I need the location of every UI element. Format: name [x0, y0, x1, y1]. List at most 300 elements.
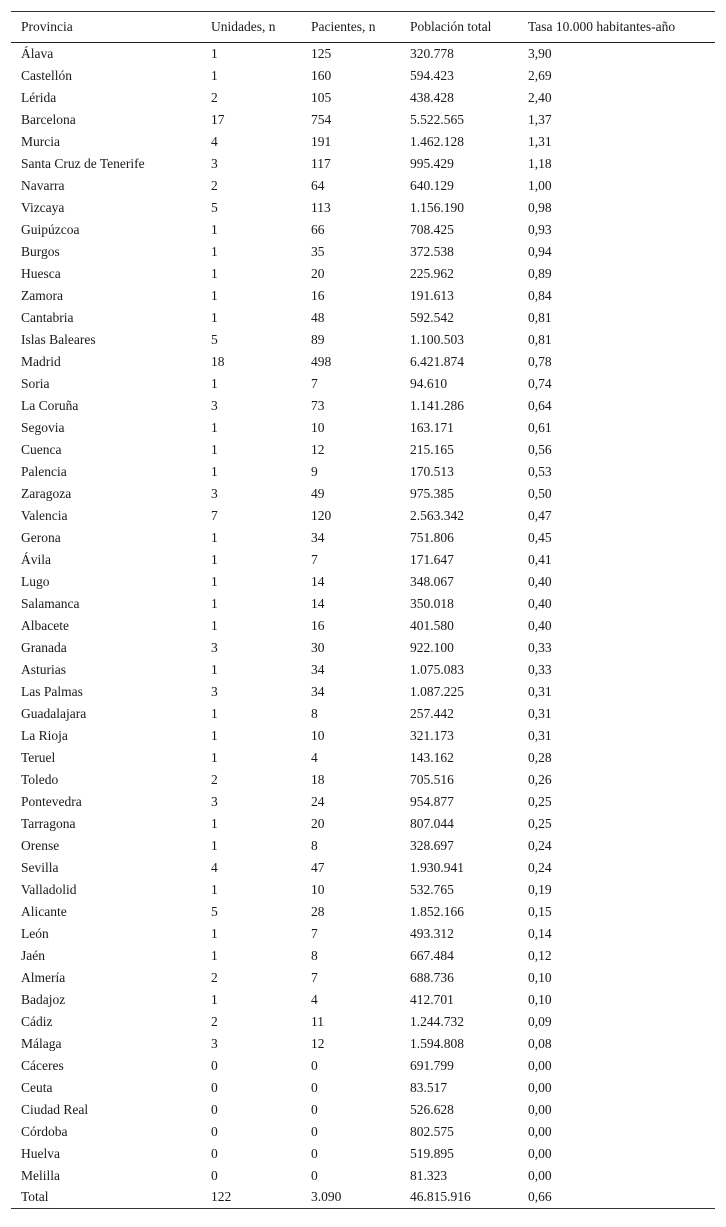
cell-unidades: 1: [211, 463, 218, 479]
total-row: [11, 1187, 715, 1209]
cell-tasa: 0,19: [528, 881, 552, 897]
table-row: [11, 527, 715, 549]
cell-provincia: Teruel: [21, 749, 56, 765]
cell-provincia: Jaén: [21, 947, 45, 963]
cell-tasa: 1,37: [528, 111, 552, 127]
cell-provincia: Ciudad Real: [21, 1101, 89, 1117]
cell-pacientes: 16: [311, 617, 325, 633]
cell-provincia: Almería: [21, 969, 66, 985]
table-row: [11, 879, 715, 901]
cell-poblacion: 594.423: [410, 67, 454, 83]
cell-pacientes: 28: [311, 903, 325, 919]
cell-pacientes: 0: [311, 1057, 318, 1073]
cell-provincia: Murcia: [21, 133, 60, 149]
cell-unidades: 122: [201, 1187, 301, 1209]
cell-provincia: Salamanca: [21, 595, 80, 611]
cell-provincia: Burgos: [21, 243, 60, 259]
cell-tasa: 0,66: [518, 1187, 715, 1209]
cell-poblacion: 257.442: [410, 705, 454, 721]
cell-pacientes: 105: [311, 89, 332, 105]
cell-tasa: 0,28: [528, 749, 552, 765]
cell-pacientes: 20: [311, 265, 325, 281]
cell-tasa: 0,00: [528, 1101, 552, 1117]
cell-pacientes: 47: [311, 859, 325, 875]
cell-provincia: Melilla: [21, 1167, 60, 1183]
cell-provincia: Valladolid: [21, 881, 77, 897]
table-row: [11, 461, 715, 483]
table-row: [11, 857, 715, 879]
cell-poblacion: 705.516: [410, 771, 454, 787]
cell-unidades: 3: [211, 639, 218, 655]
cell-tasa: 0,08: [528, 1035, 552, 1051]
cell-unidades: 1: [211, 375, 218, 391]
cell-provincia: Huelva: [21, 1145, 60, 1161]
cell-poblacion: 807.044: [410, 815, 454, 831]
cell-poblacion: 348.067: [410, 573, 454, 589]
cell-pacientes: 120: [311, 507, 332, 523]
cell-poblacion: 1.930.941: [410, 859, 464, 875]
cell-tasa: 0,09: [528, 1013, 552, 1029]
cell-provincia: Albacete: [21, 617, 69, 633]
cell-provincia: Pontevedra: [21, 793, 82, 809]
cell-provincia: Lugo: [21, 573, 50, 589]
cell-tasa: 0,25: [528, 815, 552, 831]
cell-tasa: 0,40: [528, 595, 552, 611]
cell-pacientes: 34: [311, 529, 325, 545]
table-row: [11, 65, 715, 87]
cell-provincia: Barcelona: [21, 111, 76, 127]
table-row: [11, 263, 715, 285]
cell-poblacion: 640.129: [410, 177, 454, 193]
table-row: [11, 769, 715, 791]
cell-pacientes: 64: [311, 177, 325, 193]
cell-tasa: 0,12: [528, 947, 552, 963]
cell-unidades: 5: [211, 903, 218, 919]
cell-poblacion: 215.165: [410, 441, 454, 457]
cell-provincia: La Rioja: [21, 727, 68, 743]
cell-poblacion: 975.385: [410, 485, 454, 501]
table-row: [11, 505, 715, 527]
table-row: [11, 989, 715, 1011]
cell-pacientes: 0: [311, 1079, 318, 1095]
cell-poblacion: 412.701: [410, 991, 454, 1007]
cell-poblacion: 5.522.565: [410, 111, 464, 127]
cell-tasa: 0,24: [528, 859, 552, 875]
table-row: [11, 285, 715, 307]
cell-poblacion: 526.628: [410, 1101, 454, 1117]
cell-tasa: 0,15: [528, 903, 552, 919]
cell-tasa: 0,64: [528, 397, 552, 413]
cell-provincia: Alicante: [21, 903, 67, 919]
cell-provincia: Total: [11, 1187, 201, 1209]
cell-tasa: 0,24: [528, 837, 552, 853]
table-row: [11, 1055, 715, 1077]
table-row: [11, 1011, 715, 1033]
table-row: [11, 329, 715, 351]
table-row: [11, 395, 715, 417]
cell-pacientes: 754: [311, 111, 332, 127]
table-row: [11, 659, 715, 681]
cell-tasa: 0,40: [528, 617, 552, 633]
cell-provincia: Tarragona: [21, 815, 76, 831]
cell-unidades: 0: [211, 1101, 218, 1117]
table-row: [11, 241, 715, 263]
cell-poblacion: 83.517: [410, 1079, 448, 1095]
cell-provincia: Cuenca: [21, 441, 62, 457]
cell-provincia: Vizcaya: [21, 199, 65, 215]
cell-provincia: Segovia: [21, 419, 65, 435]
cell-poblacion: 1.462.128: [410, 133, 464, 149]
cell-poblacion: 46.815.916: [400, 1187, 518, 1209]
table-row: [11, 593, 715, 615]
cell-provincia: Cáceres: [21, 1057, 64, 1073]
cell-pacientes: 18: [311, 771, 325, 787]
cell-poblacion: 1.244.732: [410, 1013, 464, 1029]
cell-tasa: 0,89: [528, 265, 552, 281]
cell-pacientes: 9: [311, 463, 318, 479]
cell-pacientes: 7: [311, 551, 318, 567]
cell-provincia: Badajoz: [21, 991, 66, 1007]
cell-tasa: 0,26: [528, 771, 552, 787]
cell-unidades: 0: [211, 1167, 218, 1183]
cell-tasa: 0,98: [528, 199, 552, 215]
cell-pacientes: 8: [311, 947, 318, 963]
table-row: [11, 1033, 715, 1055]
cell-tasa: 0,10: [528, 969, 552, 985]
cell-provincia: Valencia: [21, 507, 68, 523]
cell-poblacion: 170.513: [410, 463, 454, 479]
data-table-container: [11, 11, 715, 1209]
cell-tasa: 0,25: [528, 793, 552, 809]
cell-provincia: Lérida: [21, 89, 57, 105]
cell-unidades: 1: [211, 309, 218, 325]
cell-pacientes: 160: [311, 67, 332, 83]
cell-pacientes: 7: [311, 925, 318, 941]
header-pacientes: Pacientes, n: [301, 12, 400, 43]
cell-tasa: 0,94: [528, 243, 552, 259]
cell-tasa: 2,69: [528, 67, 552, 83]
cell-unidades: 0: [211, 1079, 218, 1095]
cell-pacientes: 10: [311, 727, 325, 743]
cell-poblacion: 1.087.225: [410, 683, 464, 699]
table-row: [11, 219, 715, 241]
table-row: [11, 747, 715, 769]
cell-tasa: 1,18: [528, 155, 552, 171]
cell-tasa: 0,33: [528, 639, 552, 655]
cell-unidades: 1: [211, 947, 218, 963]
cell-poblacion: 6.421.874: [410, 353, 464, 369]
cell-tasa: 0,78: [528, 353, 552, 369]
table-row: [11, 109, 715, 131]
cell-provincia: Gerona: [21, 529, 61, 545]
cell-unidades: 1: [211, 595, 218, 611]
cell-tasa: 0,61: [528, 419, 552, 435]
cell-provincia: Sevilla: [21, 859, 59, 875]
table-row: [11, 43, 715, 65]
cell-tasa: 0,31: [528, 683, 552, 699]
cell-tasa: 0,50: [528, 485, 552, 501]
cell-tasa: 0,14: [528, 925, 552, 941]
cell-pacientes: 89: [311, 331, 325, 347]
cell-pacientes: 49: [311, 485, 325, 501]
cell-poblacion: 2.563.342: [410, 507, 464, 523]
header-provincia: Provincia: [11, 12, 201, 43]
cell-unidades: 3: [211, 485, 218, 501]
cell-tasa: 3,90: [528, 45, 552, 61]
table-row: [11, 703, 715, 725]
cell-provincia: Navarra: [21, 177, 65, 193]
cell-pacientes: 34: [311, 683, 325, 699]
province-rate-table: [11, 11, 715, 1209]
table-row: [11, 945, 715, 967]
cell-tasa: 0,84: [528, 287, 552, 303]
cell-provincia: Málaga: [21, 1035, 62, 1051]
table-body: [11, 43, 715, 1209]
table-row: [11, 197, 715, 219]
cell-unidades: 3: [211, 1035, 218, 1051]
cell-poblacion: 94.610: [410, 375, 448, 391]
cell-poblacion: 995.429: [410, 155, 454, 171]
table-row: [11, 1077, 715, 1099]
cell-pacientes: 125: [311, 45, 332, 61]
cell-pacientes: 191: [311, 133, 332, 149]
cell-provincia: Zaragoza: [21, 485, 72, 501]
cell-poblacion: 1.141.286: [410, 397, 464, 413]
cell-provincia: Palencia: [21, 463, 67, 479]
table-row: [11, 901, 715, 923]
cell-tasa: 0,00: [528, 1167, 552, 1183]
cell-pacientes: 7: [311, 375, 318, 391]
cell-provincia: Granada: [21, 639, 67, 655]
cell-poblacion: 493.312: [410, 925, 454, 941]
cell-poblacion: 519.895: [410, 1145, 454, 1161]
cell-provincia: Álava: [21, 45, 54, 61]
table-row: [11, 87, 715, 109]
cell-poblacion: 1.100.503: [410, 331, 464, 347]
cell-provincia: Toledo: [21, 771, 59, 787]
cell-poblacion: 321.173: [410, 727, 454, 743]
cell-unidades: 2: [211, 969, 218, 985]
cell-unidades: 1: [211, 243, 218, 259]
cell-tasa: 0,81: [528, 309, 552, 325]
cell-pacientes: 14: [311, 595, 325, 611]
cell-unidades: 1: [211, 991, 218, 1007]
header-poblacion: Población total: [400, 12, 518, 43]
cell-provincia: La Coruña: [21, 397, 79, 413]
cell-unidades: 1: [211, 815, 218, 831]
table-row: [11, 1143, 715, 1165]
cell-pacientes: 10: [311, 419, 325, 435]
cell-unidades: 1: [211, 925, 218, 941]
cell-poblacion: 592.542: [410, 309, 454, 325]
header-unidades: Unidades, n: [201, 12, 301, 43]
cell-pacientes: 24: [311, 793, 325, 809]
cell-pacientes: 113: [311, 199, 331, 215]
cell-tasa: 0,00: [528, 1123, 552, 1139]
cell-provincia: Islas Baleares: [21, 331, 96, 347]
cell-tasa: 0,47: [528, 507, 552, 523]
table-row: [11, 351, 715, 373]
cell-unidades: 1: [211, 749, 218, 765]
cell-pacientes: 0: [311, 1145, 318, 1161]
cell-poblacion: 350.018: [410, 595, 454, 611]
cell-pacientes: 0: [311, 1101, 318, 1117]
table-row: [11, 307, 715, 329]
table-row: [11, 417, 715, 439]
cell-unidades: 0: [211, 1123, 218, 1139]
cell-unidades: 1: [211, 529, 218, 545]
cell-pacientes: 7: [311, 969, 318, 985]
cell-poblacion: 191.613: [410, 287, 454, 303]
cell-tasa: 0,00: [528, 1079, 552, 1095]
cell-unidades: 2: [211, 771, 218, 787]
cell-poblacion: 1.075.083: [410, 661, 464, 677]
cell-poblacion: 751.806: [410, 529, 454, 545]
table-row: [11, 483, 715, 505]
cell-provincia: Soria: [21, 375, 50, 391]
cell-pacientes: 4: [311, 991, 318, 1007]
header-tasa: Tasa 10.000 habitantes-año: [518, 12, 715, 43]
cell-unidades: 1: [211, 727, 218, 743]
cell-unidades: 3: [211, 155, 218, 171]
cell-poblacion: 320.778: [410, 45, 454, 61]
cell-pacientes: 0: [311, 1123, 318, 1139]
cell-tasa: 0,53: [528, 463, 552, 479]
cell-tasa: 2,40: [528, 89, 552, 105]
cell-pacientes: 34: [311, 661, 325, 677]
cell-poblacion: 802.575: [410, 1123, 454, 1139]
cell-unidades: 1: [211, 265, 218, 281]
cell-poblacion: 1.156.190: [410, 199, 464, 215]
table-row: [11, 967, 715, 989]
cell-poblacion: 691.799: [410, 1057, 454, 1073]
cell-unidades: 4: [211, 133, 218, 149]
cell-pacientes: 11: [311, 1013, 324, 1029]
cell-unidades: 1: [211, 705, 218, 721]
cell-pacientes: 8: [311, 837, 318, 853]
cell-pacientes: 117: [311, 155, 331, 171]
cell-tasa: 1,31: [528, 133, 552, 149]
cell-provincia: Cantabria: [21, 309, 74, 325]
cell-provincia: Cádiz: [21, 1013, 53, 1029]
cell-poblacion: 372.538: [410, 243, 454, 259]
cell-unidades: 1: [211, 221, 218, 237]
cell-unidades: 1: [211, 617, 218, 633]
cell-unidades: 7: [211, 507, 218, 523]
cell-pacientes: 16: [311, 287, 325, 303]
cell-pacientes: 73: [311, 397, 325, 413]
cell-provincia: Orense: [21, 837, 60, 853]
cell-unidades: 1: [211, 881, 218, 897]
cell-unidades: 1: [211, 573, 218, 589]
cell-poblacion: 143.162: [410, 749, 454, 765]
cell-poblacion: 1.852.166: [410, 903, 464, 919]
cell-unidades: 0: [211, 1057, 218, 1073]
cell-poblacion: 532.765: [410, 881, 454, 897]
table-row: [11, 175, 715, 197]
cell-unidades: 4: [211, 859, 218, 875]
table-row: [11, 813, 715, 835]
cell-pacientes: 498: [311, 353, 332, 369]
cell-unidades: 1: [211, 287, 218, 303]
cell-poblacion: 922.100: [410, 639, 454, 655]
cell-poblacion: 328.697: [410, 837, 454, 853]
table-row: [11, 791, 715, 813]
table-row: [11, 681, 715, 703]
table-row: [11, 571, 715, 593]
cell-pacientes: 10: [311, 881, 325, 897]
cell-unidades: 5: [211, 199, 218, 215]
table-row: [11, 153, 715, 175]
cell-unidades: 1: [211, 837, 218, 853]
cell-provincia: Guipúzcoa: [21, 221, 80, 237]
cell-poblacion: 667.484: [410, 947, 454, 963]
cell-tasa: 0,81: [528, 331, 552, 347]
cell-provincia: Las Palmas: [21, 683, 83, 699]
table-row: [11, 637, 715, 659]
cell-provincia: Madrid: [21, 353, 61, 369]
cell-provincia: Asturias: [21, 661, 66, 677]
cell-provincia: Castellón: [21, 67, 72, 83]
cell-unidades: 3: [211, 397, 218, 413]
cell-poblacion: 688.736: [410, 969, 454, 985]
cell-poblacion: 708.425: [410, 221, 454, 237]
cell-provincia: León: [21, 925, 49, 941]
table-row: [11, 615, 715, 637]
cell-poblacion: 401.580: [410, 617, 454, 633]
cell-tasa: 0,10: [528, 991, 552, 1007]
table-header: [11, 12, 715, 43]
cell-provincia: Ceuta: [21, 1079, 53, 1095]
cell-unidades: 17: [211, 111, 225, 127]
cell-unidades: 1: [211, 661, 218, 677]
cell-poblacion: 1.594.808: [410, 1035, 464, 1051]
cell-unidades: 2: [211, 89, 218, 105]
cell-pacientes: 35: [311, 243, 325, 259]
table-row: [11, 923, 715, 945]
table-row: [11, 131, 715, 153]
header-row: [11, 12, 715, 43]
table-row: [11, 373, 715, 395]
cell-poblacion: 81.323: [410, 1167, 448, 1183]
cell-poblacion: 225.962: [410, 265, 454, 281]
cell-unidades: 2: [211, 177, 218, 193]
cell-pacientes: 12: [311, 1035, 325, 1051]
cell-unidades: 3: [211, 683, 218, 699]
cell-provincia: Santa Cruz de Tenerife: [21, 155, 145, 171]
table-row: [11, 439, 715, 461]
cell-tasa: 0,56: [528, 441, 552, 457]
cell-tasa: 0,31: [528, 727, 552, 743]
cell-pacientes: 30: [311, 639, 325, 655]
cell-tasa: 0,93: [528, 221, 552, 237]
cell-pacientes: 20: [311, 815, 325, 831]
cell-tasa: 0,41: [528, 551, 552, 567]
cell-tasa: 0,33: [528, 661, 552, 677]
cell-provincia: Córdoba: [21, 1123, 68, 1139]
cell-tasa: 0,31: [528, 705, 552, 721]
cell-unidades: 3: [211, 793, 218, 809]
cell-pacientes: 0: [311, 1167, 318, 1183]
cell-unidades: 2: [211, 1013, 218, 1029]
table-row: [11, 1121, 715, 1143]
cell-pacientes: 8: [311, 705, 318, 721]
cell-tasa: 0,40: [528, 573, 552, 589]
table-row: [11, 549, 715, 571]
cell-pacientes: 66: [311, 221, 325, 237]
cell-tasa: 0,45: [528, 529, 552, 545]
cell-pacientes: 4: [311, 749, 318, 765]
